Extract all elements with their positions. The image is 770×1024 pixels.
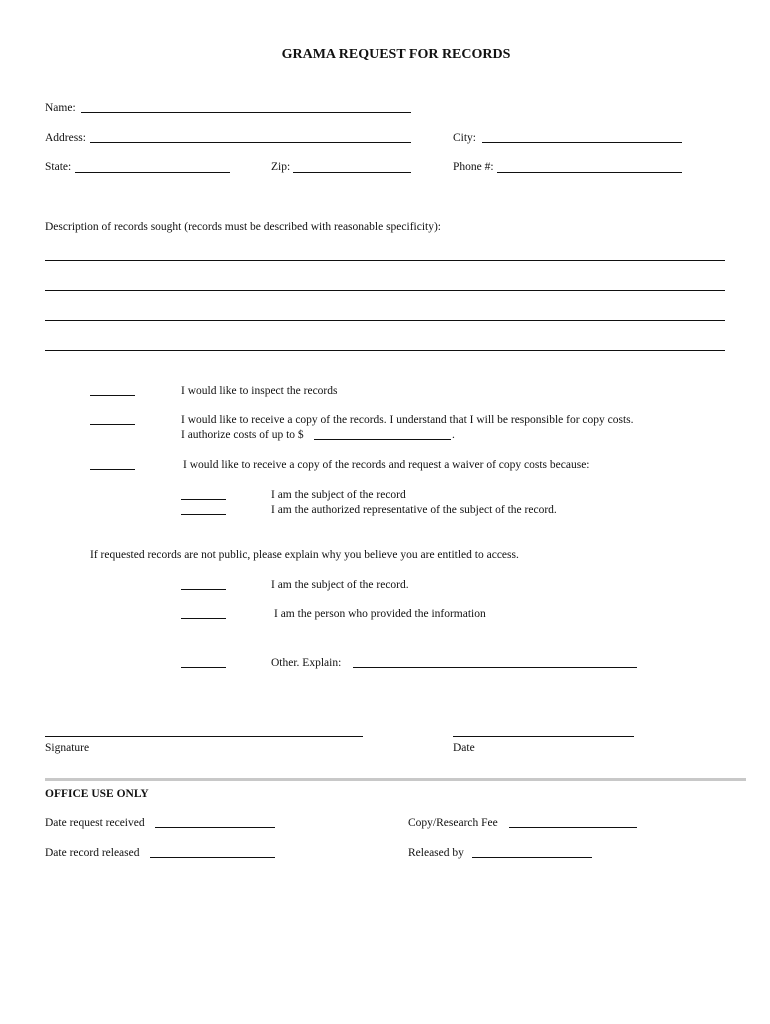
fee-label: Copy/Research Fee	[408, 817, 498, 829]
waiver-representative-checkline[interactable]	[181, 514, 226, 515]
zip-field[interactable]	[293, 172, 411, 173]
date-released-label: Date record released	[45, 847, 140, 859]
date-released-field[interactable]	[150, 857, 275, 858]
not-public-subject-label: I am the subject of the record.	[271, 579, 409, 591]
copy-cost-field[interactable]	[314, 439, 451, 440]
released-by-label: Released by	[408, 847, 464, 859]
date-label: Date	[453, 742, 475, 754]
date-received-label: Date request received	[45, 817, 145, 829]
page-title: GRAMA REQUEST FOR RECORDS	[281, 47, 511, 62]
name-label: Name:	[45, 102, 76, 114]
not-public-provider-label: I am the person who provided the information	[274, 608, 486, 620]
waiver-option-label: I would like to receive a copy of the records and request a waiver of copy costs because:	[183, 459, 590, 471]
zip-label: Zip:	[271, 161, 291, 173]
copy-cost-suffix: .	[452, 429, 455, 441]
description-line[interactable]	[45, 260, 725, 261]
copy-option-label: I would like to receive a copy of the records. I understand that I will be responsible for copy costs.	[181, 414, 634, 426]
waiver-subject-checkline[interactable]	[181, 499, 226, 500]
city-field[interactable]	[482, 142, 682, 143]
waiver-subject-label: I am the subject of the record	[271, 489, 406, 501]
waiver-checkline[interactable]	[90, 469, 135, 470]
state-label: State:	[45, 161, 72, 173]
description-line[interactable]	[45, 350, 725, 351]
phone-label: Phone #:	[453, 161, 494, 173]
date-received-field[interactable]	[155, 827, 275, 828]
office-use-heading: OFFICE USE ONLY	[45, 788, 149, 800]
not-public-other-checkline[interactable]	[181, 667, 226, 668]
waiver-representative-label: I am the authorized representative of the subject of the record.	[271, 504, 557, 516]
address-field[interactable]	[90, 142, 411, 143]
address-label: Address:	[45, 132, 86, 144]
other-explain-field[interactable]	[353, 667, 637, 668]
city-label: City:	[453, 132, 477, 144]
description-prompt: Description of records sought (records must be described with reasonable specificity):	[45, 221, 441, 233]
not-public-other-label: Other. Explain:	[271, 657, 342, 669]
not-public-provider-checkline[interactable]	[181, 618, 226, 619]
description-line[interactable]	[45, 320, 725, 321]
released-by-field[interactable]	[472, 857, 592, 858]
copy-cost-prefix: I authorize costs of up to $	[181, 429, 304, 441]
not-public-prompt: If requested records are not public, please explain why you believe you are entitled to access.	[90, 549, 519, 561]
state-field[interactable]	[75, 172, 230, 173]
inspect-option-label: I would like to inspect the records	[181, 385, 338, 397]
not-public-subject-checkline[interactable]	[181, 589, 226, 590]
signature-label: Signature	[45, 742, 90, 754]
date-field[interactable]	[453, 736, 634, 737]
inspect-checkline[interactable]	[90, 395, 135, 396]
description-line[interactable]	[45, 290, 725, 291]
office-separator	[45, 778, 746, 781]
name-field[interactable]	[81, 112, 411, 113]
copy-checkline[interactable]	[90, 424, 135, 425]
fee-field[interactable]	[509, 827, 637, 828]
signature-field[interactable]	[45, 736, 363, 737]
phone-field[interactable]	[497, 172, 682, 173]
